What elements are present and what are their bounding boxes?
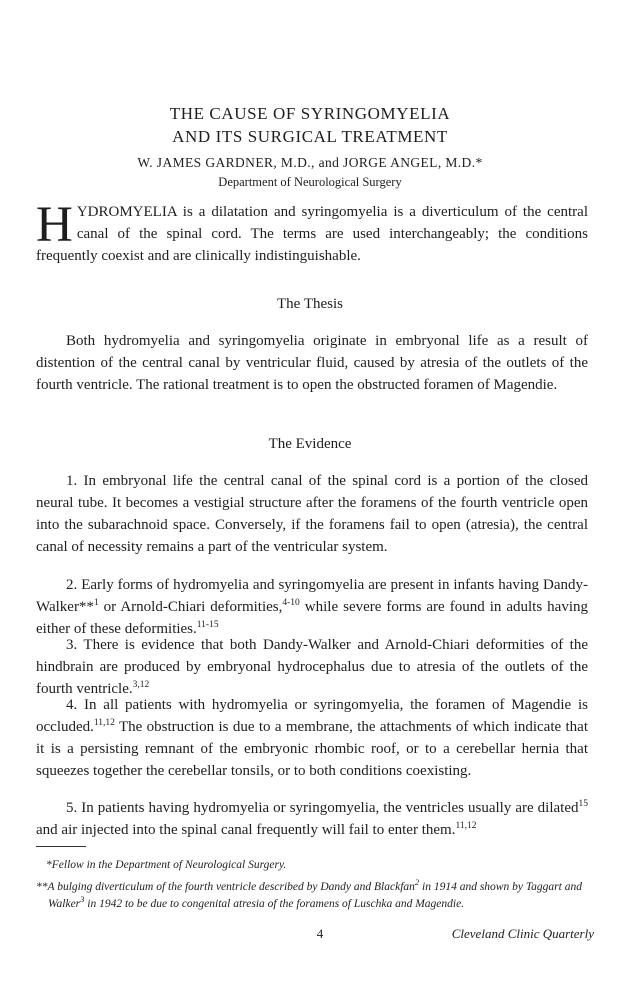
page-number: 4 <box>316 926 324 941</box>
reference-marker: 3,12 <box>132 680 150 690</box>
reference-marker: 1 <box>93 598 99 608</box>
authors-line: W. JAMES GARDNER, M.D., and JORGE ANGEL, M.D.* <box>137 155 483 170</box>
footnote-2-text-b: in 1914 and shown by Taggart and Walker <box>48 881 582 910</box>
department-line: Department of Neurological Surgery <box>218 175 402 189</box>
intro-text: YDROMYELIA is a dilatation and syringomyelia is a diverticulum of the central canal of the spinal cord. The terms are used interchangeably; the conditions frequently coexist and are clinically indistinguishable. <box>36 204 588 264</box>
reference-marker: 11,12 <box>93 718 115 728</box>
reference-marker: 11-15 <box>196 620 219 630</box>
article-title-line-2: AND ITS SURGICAL TREATMENT <box>172 127 448 146</box>
evidence-5-text-a: 5. In patients having hydromyelia or syringomyelia, the ventricles usually are dilated <box>66 800 579 816</box>
journal-name: Cleveland Clinic Quarterly <box>451 926 594 941</box>
evidence-paragraph-1: 1. In embryonal life the central canal of the spinal cord is a portion of the closed neural tube. It becomes a vestigial structure after the foramens of the fourth ventricle open into the subarachnoid space. Conversely, if the foramens fail to open (atresia), the central canal of necessity remains a part of the ventricular system. <box>36 473 588 555</box>
reference-marker: 11,12 <box>455 821 477 831</box>
evidence-2-text-b: or Arnold-Chiari deformities, <box>98 599 283 615</box>
article-title-line-1: THE CAUSE OF SYRINGOMYELIA <box>169 104 451 123</box>
footnote-2-text-c: in 1942 to be due to congenital atresia of the foramens of Luschka and Magendie. <box>84 898 465 910</box>
evidence-2-text-c: while severe forms are found in adults having either of these deformities. <box>36 599 588 637</box>
reference-marker: 2 <box>414 877 420 887</box>
reference-marker: 3 <box>80 894 85 904</box>
footnote-2-text-a: **A bulging diverticulum of the fourth ventricle described by Dandy and Blackfan <box>36 881 415 893</box>
evidence-4-text-a: 4. In all patients with hydromyelia or syringomyelia, the foramen of Magendie is occluded. <box>36 697 588 735</box>
reference-marker: 15 <box>578 799 588 809</box>
evidence-2-text-a: 2. Early forms of hydromyelia and syringomyelia are present in infants having Dandy-Walker** <box>36 577 588 615</box>
evidence-paragraph-5 <box>36 797 588 841</box>
evidence-4-text-b: The obstruction is due to a membrane, the attachments of which indicate that it is a persisting remnant of the embryonic rhombic roof, or to a cerebellar hernia that squeezes together the cerebellar tonsils, or to both conditions coexisting. <box>36 719 588 779</box>
thesis-paragraph: Both hydromyelia and syringomyelia originate in embryonal life as a result of distention of the central canal by ventricular fluid, caused by atresia of the outlets of the fourth ventricle. The rational treatment is to open the obstructed foramen of Magendie. <box>36 333 588 393</box>
evidence-paragraph-4 <box>36 694 588 782</box>
section-heading-evidence: The Evidence <box>268 436 352 452</box>
drop-cap: H <box>36 197 73 253</box>
evidence-5-text-b: and air injected into the spinal canal frequently will fail to enter them. <box>36 822 456 838</box>
footnote-1: *Fellow in the Department of Neurological Surgery. <box>46 859 287 871</box>
reference-marker: 4-10 <box>282 598 300 608</box>
evidence-paragraph-2 <box>36 574 588 640</box>
footnote-divider <box>36 846 86 847</box>
footnote-2 <box>36 879 610 913</box>
intro-paragraph <box>36 197 588 267</box>
section-heading-thesis: The Thesis <box>277 296 343 312</box>
evidence-3-text-a: 3. There is evidence that both Dandy-Walker and Arnold-Chiari deformities of the hindbrain are produced by embryonal hydrocephalus due to atresia of the outlets of the fourth ventricle. <box>36 637 588 697</box>
evidence-paragraph-3 <box>36 634 588 700</box>
